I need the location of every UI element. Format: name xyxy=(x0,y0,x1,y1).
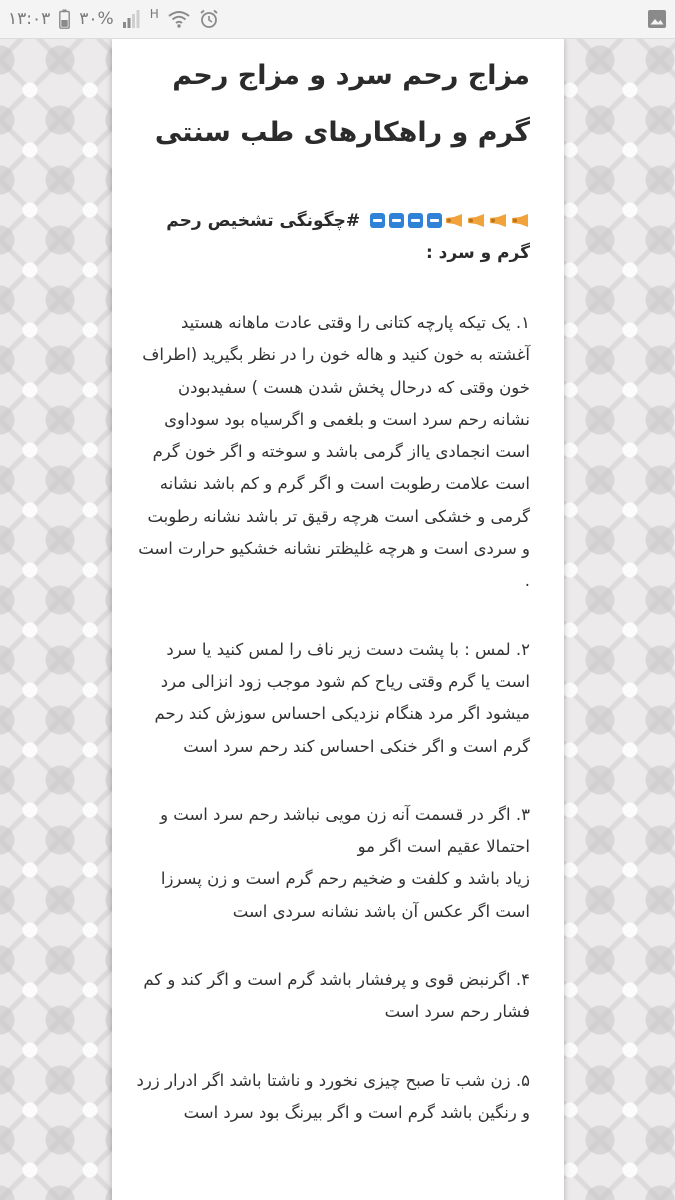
status-time: ۱۳:۰۳ xyxy=(8,9,51,29)
battery-percent: ۳۰% xyxy=(79,9,114,29)
minus-button-emoji-icon xyxy=(370,213,385,228)
alarm-icon xyxy=(199,9,219,29)
minus-button-emoji-icon xyxy=(427,213,442,228)
network-type: H xyxy=(149,7,159,21)
status-right-group xyxy=(647,0,667,38)
status-left-group xyxy=(8,0,219,38)
paragraph-5: ۵. زن شب تا صبح چیزی نخورد و ناشتا باشد اگر ادرار زرد و رنگین باشد گرم است و اگر بیرنگ بود سرد است xyxy=(136,1070,530,1122)
paragraph-4: ۴. اگرنبض قوی و پرفشار باشد گرم است و اگر کند و کم فشار رحم سرد است xyxy=(143,970,530,1022)
wifi-icon xyxy=(168,10,190,28)
section-heading xyxy=(136,205,530,269)
minus-button-emoji-icon xyxy=(389,213,404,228)
signal-icon xyxy=(123,10,141,28)
article-title: مزاج رحم سرد و مزاج رحم گرم و راهکارهای طب سنتی xyxy=(154,60,530,148)
trumpet-emoji-icon xyxy=(445,207,464,222)
image-notification-icon xyxy=(647,9,667,29)
paragraph-2: ۲. لمس : با پشت دست زیر ناف را لمس کنید یا سرد است یا گرم وقتی ریاح کم شود موجب زود انزالی مرد میشود اگر مرد هنگام نزدیکی احساس سوزش کند رحم گرم است و اگر خنکی احساس کند رحم سرد است xyxy=(154,639,530,756)
trumpet-emoji-icon xyxy=(467,207,486,222)
trumpet-emoji-icon xyxy=(511,207,530,222)
paragraph-3: ۳. اگر در قسمت آنه زن مویی نباشد رحم سرد است و احتمالا عقیم است اگر مو زیاد باشد و کلفت و ضخیم رحم گرم است و زن پسرزا است اگر عکس آن باشد نشانه سردی است xyxy=(160,804,530,921)
article-card xyxy=(112,39,564,1200)
section-heading-text: #چگونگی تشخیص رحم گرم و سرد : xyxy=(166,211,530,263)
trumpet-emoji-icon xyxy=(489,207,508,222)
battery-icon xyxy=(59,9,70,29)
heading-emoji-row xyxy=(360,211,530,231)
status-bar xyxy=(0,0,675,39)
minus-button-emoji-icon xyxy=(408,213,423,228)
paragraph-1: ۱. یک تیکه پارچه کتانی را وقتی عادت ماهانه هستید آغشته به خون کنید و هاله خون را در نظر بگیرید (اطراف خون وقتی که درحال پخش شدن هست ) سفیدبودن نشانه رحم سرد است و بلغمی و اگرسیاه بود سوداوی است انجمادی یااز گرمی باشد و سوخته و اگر خون گرم است علامت رطوبت است و اگر گرم و کم باشد نشانه گرمی و خشکی است هرچه رقیق تر باشد نشانه رطوبت و سردی است و هرچه غلیظتر نشانه خشکیو حرارت است . xyxy=(138,313,530,591)
